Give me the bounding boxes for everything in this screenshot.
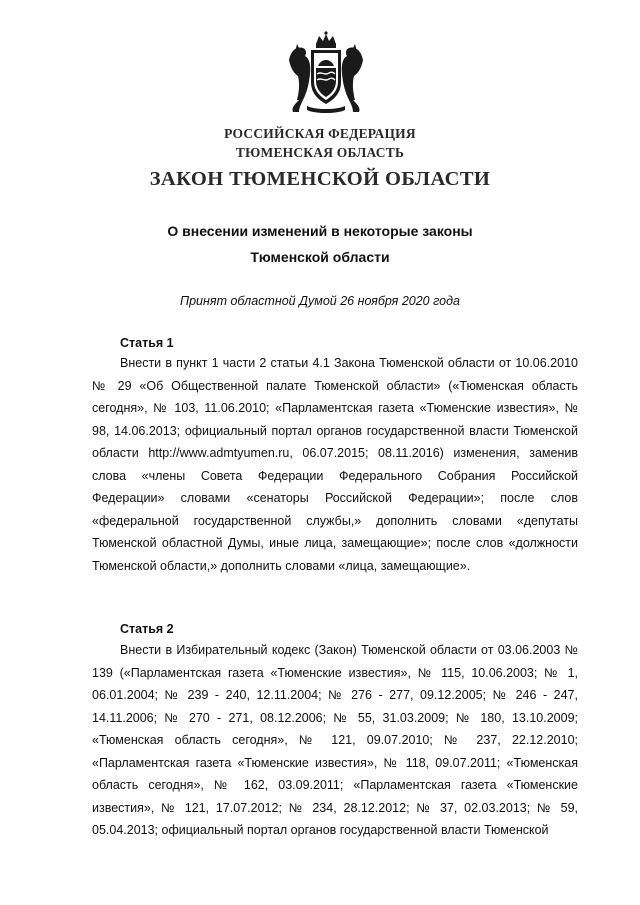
coat-of-arms-icon (283, 30, 369, 116)
article-2-text: Внести в Избирательный кодекс (Закон) Тюменской области от 03.06.2003 № 139 («Парламентская газета «Тюменские известия», № 115, 10.06.2003; № 1, 06.01.2004; № 239 - 240, 12.11.2004; № 276 - 277, 09.12.2005; № 246 - 247, 14.11.2006; № 270 - 271, 08.12.2006; № 55, 31.03.2009; № 180, 13.10.2009; «Тюменская область сегодня», № 121, 09.07.2010; № 237, 22.12.2010; «Парламентская газета «Тюменские известия», № 118, 09.07.2011; «Тюменская область сегодня», № 162, 03.09.2011; «Парламентская газета «Тюменские известия», № 121, 17.07.2012; № 234, 28.12.2012; № 37, 02.03.2013; № 59, 05.04.2013; официальный портал органов государственной власти Тюменской (92, 643, 578, 837)
header-country: РОССИЙСКАЯ ФЕДЕРАЦИЯ (224, 126, 416, 141)
article-2-heading: Статья 2 (120, 622, 174, 636)
adoption-note: Принят областной Думой 26 ноября 2020 года (180, 294, 460, 308)
document-title-line-1: О внесении изменений в некоторые законы (167, 223, 473, 239)
article-1-heading: Статья 1 (120, 336, 174, 350)
document-title-line-2: Тюменской области (250, 249, 390, 265)
article-1-text: Внести в пункт 1 части 2 статьи 4.1 Закона Тюменской области от 10.06.2010 № 29 «Об Общественной палате Тюменской области» («Тюменская область сегодня», № 103, 11.06.2010; «Парламентская газета «Тюменские известия», № 98, 14.06.2013; официальный портал органов государственной власти Тюменской области http://www.admtyumen.ru, 06.07.2015; 08.11.2016) изменения, заменив слова «члены Совета Федерации Федерального Собрания Российской Федерации» словами «сенаторы Российской Федерации»; после слов «федеральной государственной службы,» дополнить словами «депутаты Тюменской областной Думы, иные лица, замещающие»; после слов «должности Тюменской области,» дополнить словами «лица, замещающие». (92, 356, 578, 573)
header-region: ТЮМЕНСКАЯ ОБЛАСТЬ (235, 145, 405, 160)
header-law-type: ЗАКОН ТЮМЕНСКОЙ ОБЛАСТИ (149, 168, 491, 190)
